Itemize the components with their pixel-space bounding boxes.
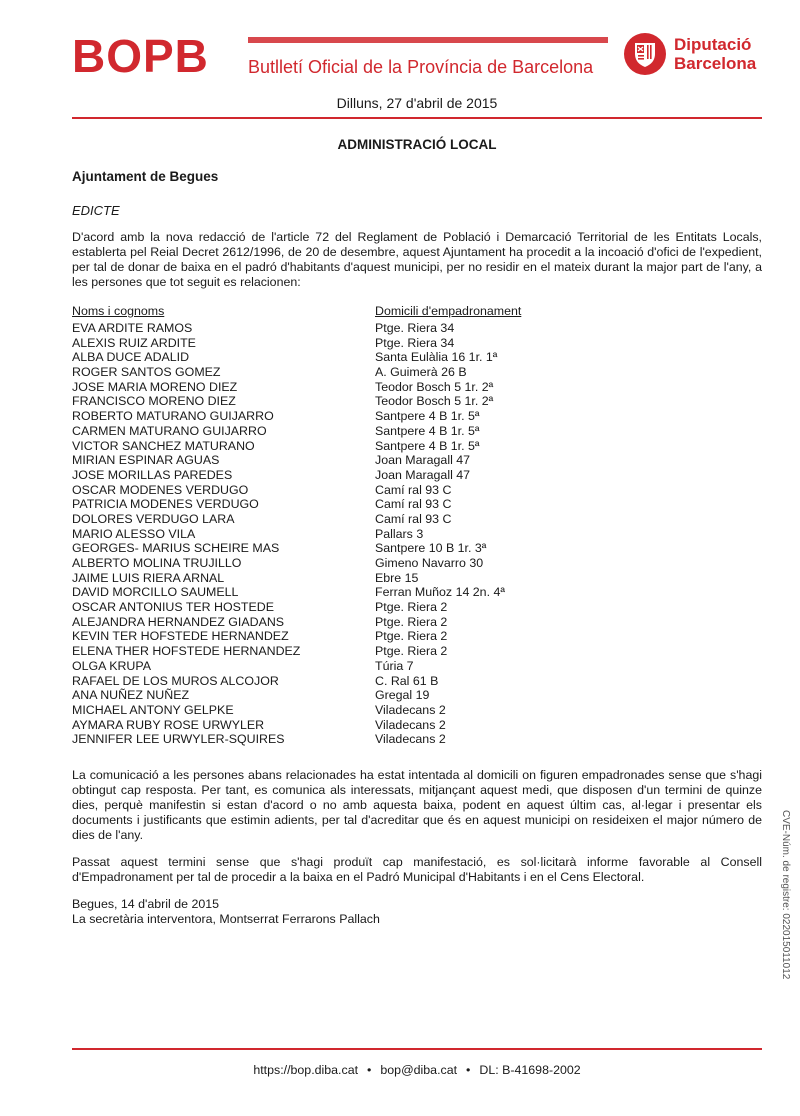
table-row (72, 497, 572, 512)
resident-name: PATRICIA MODENES VERDUGO (72, 497, 259, 512)
table-row (72, 350, 572, 365)
table-row (72, 512, 572, 527)
resident-address: Teodor Bosch 5 1r. 2ª (375, 379, 494, 394)
table-row (72, 468, 572, 483)
publisher-line-1: Diputació (674, 35, 752, 54)
resident-address: Santpere 10 B 1r. 3ª (375, 541, 487, 556)
resident-address: C. Ral 61 B (375, 673, 439, 688)
resident-name: MICHAEL ANTONY GELPKE (72, 702, 234, 717)
resident-name: JOSE MARIA MORENO DIEZ (72, 379, 238, 394)
column-header-address: Domicili d'empadronament (375, 304, 522, 318)
resident-name: FRANCISCO MORENO DIEZ (72, 394, 236, 409)
resident-name: CARMEN MATURANO GUIJARRO (72, 423, 267, 438)
resident-name: OSCAR ANTONIUS TER HOSTEDE (72, 600, 274, 615)
resident-name: VICTOR SANCHEZ MATURANO (72, 438, 255, 453)
footer (72, 1063, 762, 1077)
publisher-line-2: Barcelona (674, 54, 757, 73)
header-divider (72, 117, 762, 119)
deadline-paragraph: Passat aquest termini sense que s'hagi produït cap manifestació, es sol·licitarà informe favorable al Consell d'Empadronament per tal de procedir a la baixa en el Padró Municipal d'Habitants i en el Cens Electoral. (72, 855, 762, 884)
resident-name: ALEJANDRA HERNANDEZ GIADANS (72, 614, 285, 629)
resident-address: Santpere 4 B 1r. 5ª (375, 409, 480, 424)
resident-name: JAIME LUIS RIERA ARNAL (72, 570, 225, 585)
table-row (72, 380, 572, 395)
resident-address: Camí ral 93 C (375, 511, 452, 526)
table-row (72, 556, 572, 571)
resident-name: OSCAR MODENES VERDUGO (72, 482, 249, 497)
resident-address: Viladecans 2 (375, 732, 446, 747)
signature-date: Begues, 14 d'abril de 2015 (72, 897, 220, 911)
table-row (72, 394, 572, 409)
resident-address: Camí ral 93 C (375, 482, 452, 497)
header (72, 30, 762, 83)
table-row (72, 424, 572, 439)
table-row (72, 541, 572, 556)
table-row (72, 439, 572, 454)
footer-legal-deposit: DL: B-41698-2002 (479, 1063, 581, 1077)
resident-address: Ptge. Riera 2 (375, 644, 448, 659)
resident-address: Gregal 19 (375, 688, 430, 703)
resident-address: A. Guimerà 26 B (375, 365, 467, 380)
resident-name: MARIO ALESSO VILA (72, 526, 196, 541)
resident-address: Gimeno Navarro 30 (375, 556, 484, 570)
resident-address: Viladecans 2 (375, 717, 446, 732)
entity-name: Ajuntament de Begues (72, 169, 219, 184)
resident-name: ROGER SANTOS GOMEZ (72, 365, 221, 380)
resident-address: Ebre 15 (375, 570, 419, 585)
section-title: ADMINISTRACIÓ LOCAL (337, 137, 497, 152)
resident-name: JENNIFER LEE URWYLER-SQUIRES (72, 732, 285, 747)
resident-name: EVA ARDITE RAMOS (72, 321, 193, 335)
notice-paragraph: La comunicació a les persones abans relacionades ha estat intentada al domicili on figuren empadronades sense que s'hagi obtingut cap resposta. Per tant, es comunica als interessats, mitjançant aquest medi, que disposen d'un termini de quinze dies, perquè manifestin si estan d'acord o no amb aquesta baixa, podent en aquest últim cas, al·legar i presentar els documents i justificants que estimin adients, per tal d'acreditar que és en aquest municipi on resideixen el major número de dies de l'any. (72, 768, 762, 842)
table-row (72, 527, 572, 542)
resident-name: ALBA DUCE ADALID (72, 350, 190, 365)
column-header-name: Noms i cognoms (72, 304, 165, 318)
resident-address: Ferran Muñoz 14 2n. 4ª (375, 585, 505, 600)
table-row (72, 453, 572, 468)
resident-name: RAFAEL DE LOS MUROS ALCOJOR (72, 673, 279, 688)
table-row (72, 409, 572, 424)
table-row (72, 615, 572, 630)
residents-list (72, 321, 572, 747)
resident-name: AYMARA RUBY ROSE URWYLER (72, 717, 265, 732)
resident-address: Viladecans 2 (375, 702, 446, 717)
header-rule (248, 37, 608, 43)
table-row (72, 483, 572, 498)
bopb-logo: BOPB (72, 30, 209, 82)
resident-address: Túria 7 (375, 658, 414, 673)
resident-name: ANA NUÑEZ NUÑEZ (72, 688, 190, 703)
table-row (72, 732, 572, 747)
diputacio-seal-icon (624, 33, 666, 75)
resident-name: ALEXIS RUIZ ARDITE (72, 335, 196, 350)
resident-name: JOSE MORILLAS PAREDES (72, 467, 233, 482)
table-row (72, 674, 572, 689)
publication-date: Dilluns, 27 d'abril de 2015 (336, 95, 498, 111)
resident-address: Ptge. Riera 2 (375, 629, 448, 644)
resident-address: Ptge. Riera 2 (375, 614, 448, 629)
resident-address: Ptge. Riera 34 (375, 321, 455, 335)
publisher-name (674, 35, 756, 73)
resident-address: Teodor Bosch 5 1r. 2ª (375, 394, 494, 409)
resident-name: OLGA KRUPA (72, 658, 151, 673)
resident-name: GEORGES- MARIUS SCHEIRE MAS (72, 541, 280, 556)
resident-name: ELENA THER HOFSTEDE HERNANDEZ (72, 644, 301, 659)
table-row (72, 336, 572, 351)
footer-separator: • (466, 1063, 471, 1077)
resident-address: Ptge. Riera 34 (375, 335, 455, 350)
resident-address: Ptge. Riera 2 (375, 600, 448, 615)
footer-email-link[interactable]: bop@diba.cat (380, 1063, 458, 1077)
bulletin-title: Butlletí Oficial de la Província de Barcelona (248, 57, 594, 77)
table-row (72, 718, 572, 733)
crest-icon (630, 39, 660, 69)
table-row (72, 365, 572, 380)
document-type: EDICTE (72, 203, 120, 218)
table-row (72, 659, 572, 674)
resident-address: Santpere 4 B 1r. 5ª (375, 438, 480, 453)
resident-address: Camí ral 93 C (375, 497, 452, 512)
signatory: La secretària interventora, Montserrat Ferrarons Pallach (72, 912, 380, 926)
resident-address: Joan Maragall 47 (375, 467, 471, 482)
footer-website-link[interactable]: https://bop.diba.cat (253, 1063, 359, 1077)
intro-paragraph: D'acord amb la nova redacció de l'article 72 del Reglament de Població i Demarcació Territorial de les Entitats Locals, establerta pel Reial Decret 2612/1996, de 20 de desembre, aquest Ajuntament ha procedit a la incoació d'ofici de l'expedient, per tal de donar de baixa en el padró d'habitants d'aquest municipi, per no residir en el mateix durant la major part de l'any, a les persones que tot seguit es relacionen: (72, 230, 762, 289)
resident-name: ALBERTO MOLINA TRUJILLO (72, 556, 242, 570)
table-row (72, 585, 572, 600)
resident-name: DAVID MORCILLO SAUMELL (72, 585, 239, 600)
resident-name: ROBERTO MATURANO GUIJARRO (72, 409, 274, 424)
resident-name: MIRIAN ESPINAR AGUAS (72, 453, 220, 468)
table-row (72, 688, 572, 703)
table-row (72, 629, 572, 644)
footer-divider (72, 1048, 762, 1050)
resident-address: Joan Maragall 47 (375, 453, 471, 468)
resident-address: Santpere 4 B 1r. 5ª (375, 423, 480, 438)
resident-address: Santa Eulàlia 16 1r. 1ª (375, 350, 498, 365)
resident-address: Pallars 3 (375, 526, 424, 541)
table-row (72, 600, 572, 615)
footer-separator: • (367, 1063, 372, 1077)
table-row (72, 321, 572, 336)
resident-name: DOLORES VERDUGO LARA (72, 511, 235, 526)
table-row (72, 571, 572, 586)
resident-name: KEVIN TER HOFSTEDE HERNANDEZ (72, 629, 289, 644)
table-row (72, 644, 572, 659)
registry-side-note: CVE-Núm. de registre: 022015011012 (780, 810, 791, 980)
table-row (72, 703, 572, 718)
